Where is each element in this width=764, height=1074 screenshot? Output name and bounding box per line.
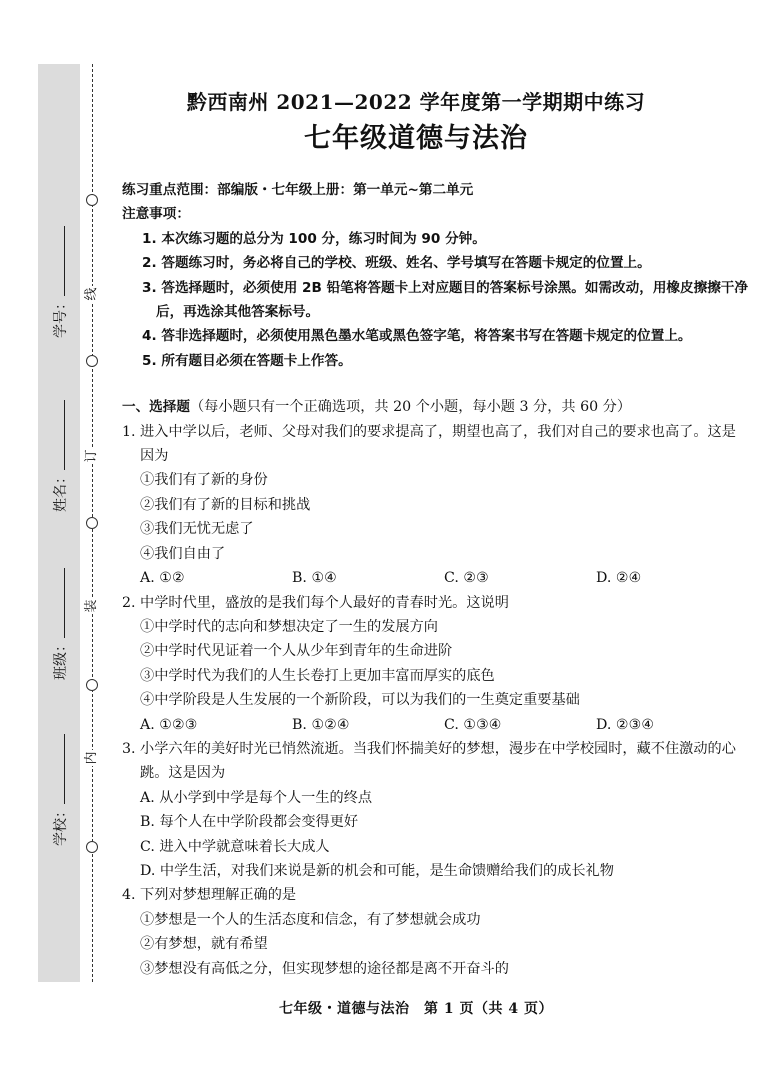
option-d[interactable]: D. 中学生活，对我们来说是新的机会和可能，是生命馈赠给我们的成长礼物 (140, 862, 614, 879)
statement-item: ①梦想是一个人的生活态度和信念，有了梦想就会成功 (140, 911, 481, 928)
section-header (122, 395, 750, 419)
name-field[interactable] (42, 392, 78, 512)
option-b[interactable]: B. ①④ (292, 570, 337, 587)
statement-item: ①我们有了新的身份 (140, 472, 268, 489)
field-blank[interactable] (50, 400, 65, 470)
option-d[interactable]: D. ②④ (596, 570, 642, 587)
exam-title: 黔西南州 2021—2022 学年度第一学期期中练习 (186, 90, 646, 114)
note-item: 1. 本次练习题的总分为 100 分，练习时间为 90 分钟。 (142, 230, 486, 247)
statement-item: ③我们无忧无虑了 (140, 521, 254, 538)
binding-char: 装 (82, 598, 102, 614)
question-stem: 1. 进入中学以后，老师、父母对我们的要求提高了，期望也高了，我们对自己的要求也高了。这是因为 (122, 423, 736, 465)
field-blank[interactable] (50, 734, 65, 804)
class-field[interactable] (42, 560, 78, 680)
section-title: 一、选择题 (122, 399, 190, 416)
option-c[interactable]: C. ①③④ (444, 716, 502, 733)
option-a[interactable]: A. 从小学到中学是每个人一生的终点 (140, 789, 373, 806)
question-stem: 3. 小学六年的美好时光已悄然流逝。当我们怀揣美好的梦想，漫步在中学校园时，藏不住激动的心跳。这是因为 (122, 740, 736, 782)
binding-char: 线 (82, 286, 102, 302)
statement-item: ②中学时代见证着一个人从少年到青年的生命进阶 (140, 643, 453, 660)
statement-item: ①中学时代的志向和梦想决定了一生的发展方向 (140, 618, 438, 635)
note-item: 2. 答题练习时，务必将自己的学校、班级、姓名、学号填写在答题卡规定的位置上。 (142, 255, 651, 272)
field-label: 姓名： (53, 470, 69, 512)
school-field[interactable] (42, 726, 78, 846)
binding-hole-icon (86, 355, 98, 367)
field-label: 班级： (53, 638, 69, 680)
question-stem: 4. 下列对梦想理解正确的是 (122, 887, 297, 904)
note-item: 5. 所有题目必须在答题卡上作答。 (142, 352, 352, 369)
question-4 (122, 883, 750, 981)
option-a[interactable]: A. ①②③ (140, 716, 198, 733)
student-id-field[interactable] (42, 218, 78, 338)
statement-item: ③梦想没有高低之分，但实现梦想的途径都是离不开奋斗的 (140, 960, 509, 977)
option-d[interactable]: D. ②③④ (596, 716, 655, 733)
option-b[interactable]: B. ①②④ (292, 716, 350, 733)
note-item: 4. 答非选择题时，必须使用黑色墨水笔或黑色签字笔，将答案书写在答题卡规定的位置上。 (142, 328, 692, 345)
statement-item: ④我们自由了 (140, 545, 226, 562)
question-3 (122, 737, 750, 883)
section-desc: （每小题只有一个正确选项，共 20 个小题，每小题 3 分，共 60 分） (189, 399, 632, 416)
question-stem: 2. 中学时代里，盛放的是我们每个人最好的青春时光。这说明 (122, 594, 509, 611)
field-label: 学号： (53, 296, 69, 338)
binding-hole-icon (86, 194, 98, 206)
notes-heading: 注意事项： (122, 206, 190, 223)
binding-hole-icon (86, 517, 98, 529)
field-blank[interactable] (50, 226, 65, 296)
field-label: 学校： (53, 804, 69, 846)
option-c[interactable]: C. 进入中学就意味着长大成人 (140, 838, 330, 855)
statement-item: ③中学时代为我们的人生长卷打上更加丰富而厚实的底色 (140, 667, 495, 684)
statement-item: ④中学阶段是人生发展的一个新阶段，可以为我们的一生奠定重要基础 (140, 692, 580, 709)
exam-subject: 七年级道德与法治 (304, 123, 528, 154)
binding-char: 订 (82, 448, 102, 464)
exam-scope: 练习重点范围：部编版・七年级上册：第一单元~第二单元 (122, 182, 474, 198)
binding-hole-icon (86, 841, 98, 853)
question-1 (122, 420, 750, 591)
exam-content (122, 178, 750, 981)
answer-options (122, 566, 750, 590)
option-c[interactable]: C. ②③ (444, 570, 489, 587)
page-footer: 七年级・道德与法治 第 1 页（共 4 页） (279, 1001, 553, 1017)
answer-options (122, 713, 750, 737)
option-b[interactable]: B. 每个人在中学阶段都会变得更好 (140, 814, 359, 831)
note-item: 3. 答选择题时，必须使用 2B 铅笔将答题卡上对应题目的答案标号涂黑。如需改动，用橡皮擦擦干净后，再选涂其他答案标号。 (142, 279, 748, 321)
question-2 (122, 591, 750, 737)
statement-item: ②我们有了新的目标和挑战 (140, 496, 311, 513)
binding-char: 内 (82, 750, 102, 766)
statement-item: ②有梦想，就有希望 (140, 936, 268, 953)
field-blank[interactable] (50, 568, 65, 638)
binding-hole-icon (86, 679, 98, 691)
option-a[interactable]: A. ①② (140, 570, 185, 587)
